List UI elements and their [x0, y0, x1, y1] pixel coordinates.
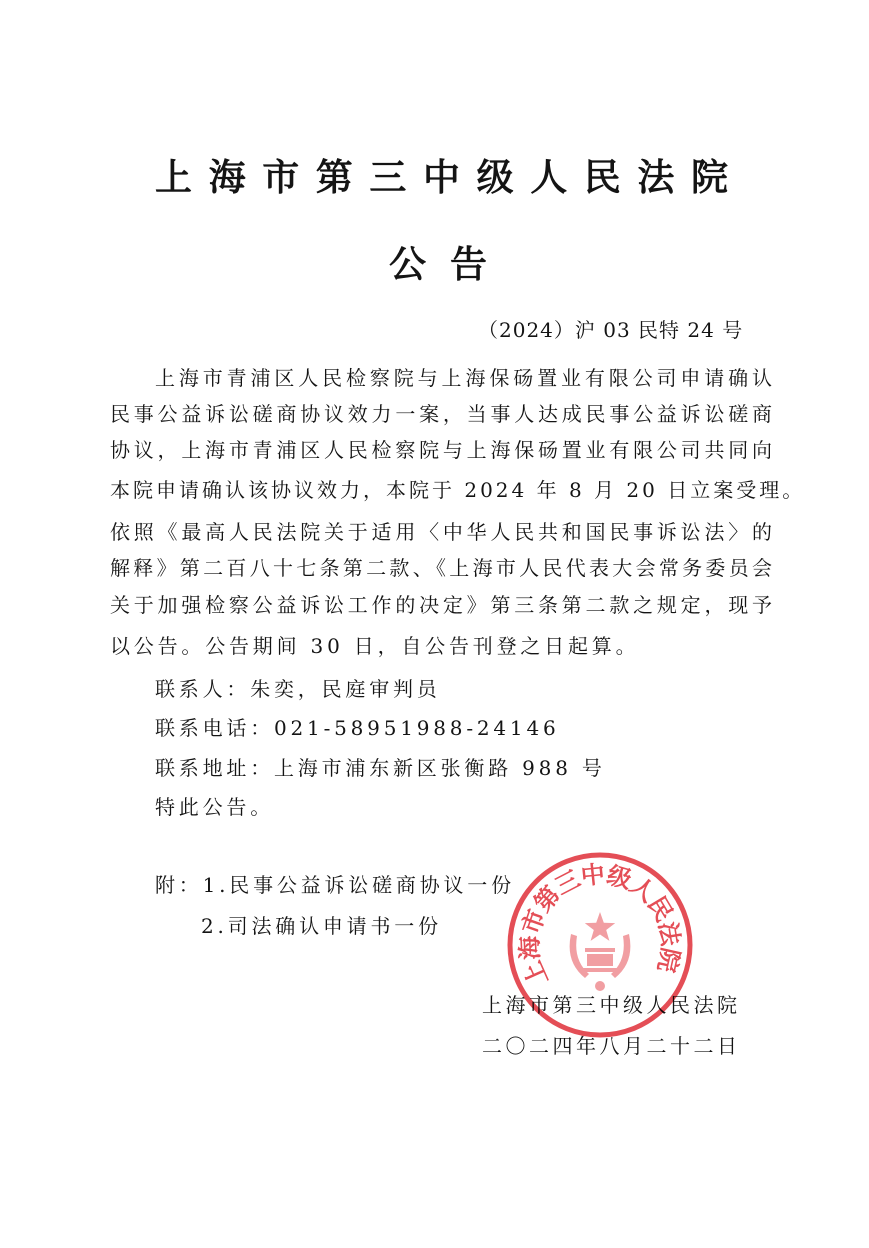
attachments — [155, 866, 515, 905]
attachments-prefix: 附： — [155, 873, 203, 897]
attachment-item: 2.司法确认申请书一份 — [201, 914, 442, 938]
body-line: 依照《最高人民法院关于适用〈中华人民共和国民事诉讼法〉的 — [110, 520, 775, 544]
contact-person-label: 联系人： — [155, 677, 251, 701]
document-type-heading: 公告 — [389, 243, 511, 286]
contact-address — [155, 749, 606, 788]
case-number: （2024）沪 03 民特 24 号 — [478, 318, 744, 342]
contact-phone-label: 联系电话： — [155, 716, 274, 740]
contact-person-value: 朱奕，民庭审判员 — [250, 677, 441, 701]
body-line: 解释》第二百八十七条第二款、《上海市人民代表大会常务委员会 — [110, 556, 775, 580]
closing-statement: 特此公告。 — [155, 795, 274, 819]
body-line: 上海市青浦区人民检察院与上海保砀置业有限公司申请确认 — [155, 366, 775, 390]
court-name-title: 上海市第三中级人民法院 — [155, 156, 745, 199]
contact-phone — [155, 709, 560, 748]
signature-org: 上海市第三中级人民法院 — [482, 993, 741, 1017]
body-line: 关于加强检察公益诉讼工作的决定》第三条第二款之规定，现予 — [110, 593, 775, 617]
contact-address-value: 上海市浦东新区张衡路 988 号 — [274, 756, 606, 780]
signature-date: 二〇二四年八月二十二日 — [482, 1034, 741, 1058]
contact-person — [155, 670, 441, 709]
national-emblem-icon — [570, 912, 631, 991]
court-seal-icon — [505, 850, 695, 1040]
contact-phone-value: 021-58951988-24146 — [274, 716, 560, 740]
body-line: 以公告。公告期间 30 日，自公告刊登之日起算。 — [110, 634, 640, 658]
body-line: 民事公益诉讼磋商协议效力一案，当事人达成民事公益诉讼磋商 — [110, 402, 775, 426]
body-line: 本院申请确认该协议效力，本院于 2024 年 8 月 20 日立案受理。 — [110, 478, 806, 502]
body-line: 协议，上海市青浦区人民检察院与上海保砀置业有限公司共同向 — [110, 438, 775, 462]
seal-text: 上海市第三中级人民法院 — [515, 860, 685, 991]
attachment-item: 1.民事公益诉讼磋商协议一份 — [202, 873, 515, 897]
contact-address-label: 联系地址： — [155, 756, 274, 780]
